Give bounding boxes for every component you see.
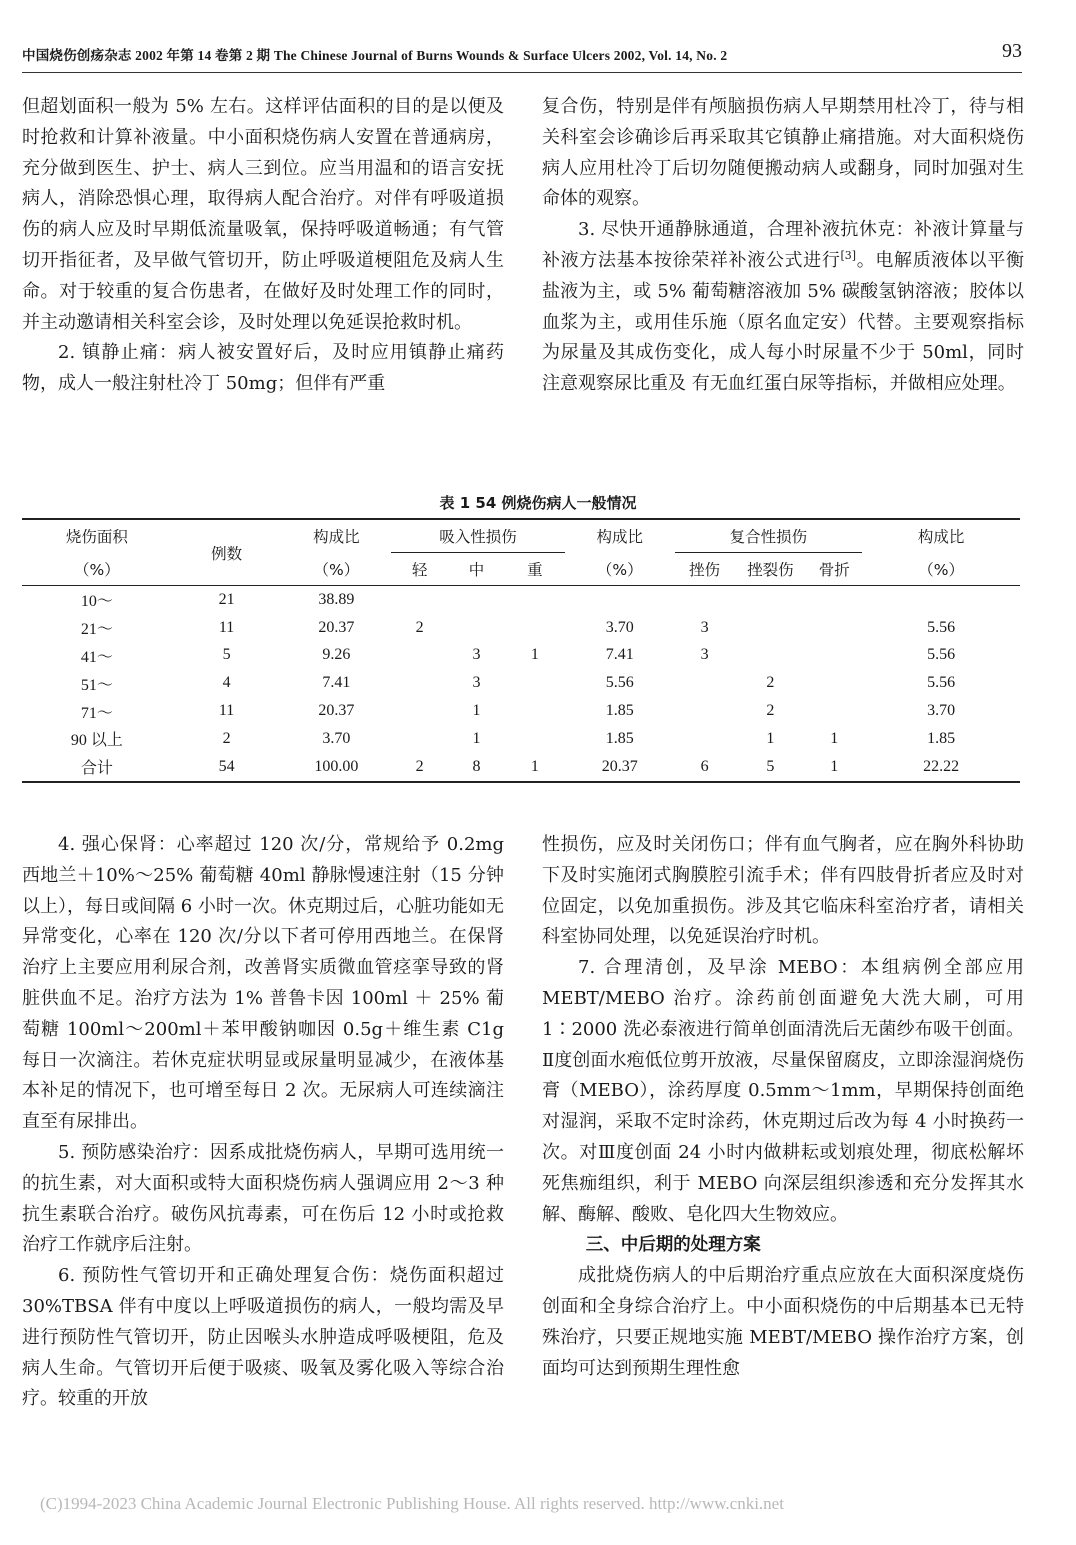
table-cell: 1 (830, 729, 839, 747)
header-rule (22, 72, 1022, 73)
table-cell: 5.56 (605, 674, 634, 692)
table-cell (505, 586, 565, 614)
header-ratio-unit: （%） (313, 560, 360, 579)
table-cell: 38.89 (281, 586, 391, 614)
table-cell (391, 642, 448, 670)
table-cell: 100.00 (281, 753, 391, 782)
table-cell: 1 (766, 729, 775, 747)
table-cell (505, 725, 565, 753)
table-cell: 5 (222, 646, 231, 664)
table-cell: 2 (415, 618, 424, 636)
table-cell (735, 586, 807, 614)
table-cell (735, 614, 807, 642)
citation-ref: [3] (840, 248, 857, 262)
table-cell: 8 (448, 753, 505, 782)
table-cell: 1.85 (927, 729, 956, 747)
table-cell: 6 (675, 753, 735, 782)
table-cell (391, 725, 448, 753)
header-moderate: 中 (468, 561, 485, 579)
table-cell (675, 697, 735, 725)
table-row (22, 614, 1020, 642)
table-cell: 3 (472, 646, 481, 664)
header-ratio: 构成比 (281, 519, 391, 553)
table-row-total (22, 753, 1020, 782)
paragraph: 成批烧伤病人的中后期治疗重点应放在大面积深度烧伤创面和全身综合治疗上。中小面积烧伤的中后期基本已无特殊治疗，只要正规地实施 MEBT/MEBO 操作治疗方案，创面均可达到预期生理性愈 (542, 1265, 1024, 1379)
table-caption: 表 1 54 例烧伤病人一般情况 (439, 494, 637, 512)
table-cell: 1 (505, 753, 565, 782)
table-cell (806, 614, 862, 642)
paragraph: 7. 合理清创，及早涂 MEBO：本组病例全部应用 MEBT/MEBO 治疗。涂药前创面避免大洗大刷，可用 1∶2000 洗必泰液进行简单创面清洗后无菌纱布吸干创面。Ⅱ度创面水疱低位剪开放液，尽量保留腐皮，立即涂湿润烧伤膏（MEBO），涂药厚度 0.5mm～1mm，早期保持创面绝对湿润，采取不定时涂药，休克期过后改为每 4 小时换药一次。对Ⅲ度创面 24 小时内做耕耘或划痕处理，彻底松解坏死焦痂组织，利于 MEBO 向深层组织渗透和充分发挥其水解、酶解、酸败、皂化四大生物效应。 (542, 957, 1024, 1225)
header-fracture: 骨折 (818, 561, 850, 579)
running-header (22, 40, 1022, 70)
table-cell: 1.85 (605, 702, 634, 720)
table-cell: 5.56 (927, 674, 956, 692)
table-cell (391, 669, 448, 697)
table-cell: 3 (700, 646, 709, 664)
journal-running-title: 中国烧伤创疡杂志 2002 年第 14 卷第 2 期 The Chinese Journal of Burns Wounds & Surface Ulcers 2002, Vol. 14, No. 2 (22, 48, 728, 63)
table-cell: 合计 (22, 753, 172, 782)
table-cell: 1.85 (605, 729, 634, 747)
column-left-top (22, 92, 504, 400)
table-row (22, 669, 1020, 697)
paragraph-part: 3. 尽快开通静脉通道，合理补液抗休克：补液计算量与补液方法基本按徐荣祥补液公式进行 (542, 219, 1024, 271)
paragraph: 复合伤，特别是伴有颅脑损伤病人早期禁用杜冷丁，待与相关科室会诊确诊后再采取其它镇静止痛措施。对大面积烧伤病人应用杜冷丁后切勿随便搬动病人或翻身，同时加强对生命体的观察。 (542, 96, 1024, 210)
table-cell: 90 以上 (70, 732, 123, 750)
table-cell (806, 642, 862, 670)
table-cell: 7.41 (322, 674, 351, 692)
table-cell: 2 (391, 753, 448, 782)
table-cell: 1 (472, 702, 481, 720)
header-contusion: 挫伤 (689, 561, 721, 579)
table-cell: 2 (766, 674, 775, 692)
table-cell: 3 (472, 674, 481, 692)
table-cell: 3.70 (605, 618, 634, 636)
section-heading: 三、中后期的处理方案 (585, 1235, 761, 1256)
column-right-bottom (542, 830, 1024, 1384)
paragraph: 性损伤，应及时关闭伤口；伴有血气胸者，应在胸外科协助下及时实施闭式胸膜腔引流手术；伴有四肢骨折者应及时对位固定，以免加重损伤。涉及其它临床科室治疗者，请相关科室协同处理，以免延误治疗时机。 (542, 834, 1024, 948)
table-cell: 11 (218, 702, 235, 720)
column-left-bottom (22, 830, 504, 1415)
table-cell: 1 (806, 753, 862, 782)
table-cell: 71～ (80, 704, 113, 722)
header-inhalation-injury: 吸入性损伤 (391, 519, 565, 553)
table-cell: 51～ (80, 676, 113, 694)
column-right-top (542, 92, 1024, 400)
table-cell (675, 586, 735, 614)
page-number: 93 (1002, 40, 1022, 62)
table-cell: 9.26 (322, 646, 351, 664)
table-cell: 3 (700, 618, 709, 636)
header-ratio-unit: （%） (918, 560, 964, 579)
paragraph: 5. 预防感染治疗：因系成批烧伤病人，早期可选用统一的抗生素，对大面积或特大面积烧伤病人强调应用 2～3 种抗生素联合治疗。破伤风抗毒素，可在伤后 12 小时或抢救治疗工作就序后注射。 (22, 1141, 504, 1256)
table-cell: 5.56 (927, 646, 956, 664)
table-cell (675, 669, 735, 697)
header-area-unit: （%） (73, 560, 120, 579)
table-cell (862, 586, 1020, 614)
table-cell: 5.56 (927, 618, 956, 636)
table-cell: 22.22 (862, 753, 1020, 782)
table-cell: 1 (472, 729, 481, 747)
table-cell (675, 725, 735, 753)
table-cell: 3.70 (927, 702, 956, 720)
table-cell (505, 697, 565, 725)
paragraph-part: 。电解质液体以平衡盐液为主，或 5% 葡萄糖溶液加 5% 碳酸氢钠溶液；胶体以血浆为主，或用佳乐施（原名血定安）代替。主要观察指标为尿量及其成伤变化，成人每小时尿量不少于 50ml，同时注意观察尿比重及 有无血红蛋白尿等指标，并做相应处理。 (542, 249, 1024, 395)
table-row (22, 642, 1020, 670)
copyright-watermark: (C)1994-2023 China Academic Journal Electronic Publishing House. All rights reserved. http://www.cnki.net (40, 1494, 784, 1513)
table-cell (505, 669, 565, 697)
header-ratio: 构成比 (565, 519, 675, 553)
table-cell: 54 (172, 753, 282, 782)
table-cell: 5 (735, 753, 807, 782)
table-cell: 4 (222, 674, 231, 692)
paragraph: 但超划面积一般为 5% 左右。这样评估面积的目的是以便及时抢救和计算补液量。中小面积烧伤病人安置在普通病房，充分做到医生、护士、病人三到位。应当用温和的语言安抚病人，消除恐惧心理，取得病人配合治疗。对伴有呼吸道损伤的病人应及时早期低流量吸氧，保持呼吸道畅通；有气管切开指征者，及早做气管切开，防止呼吸道梗阻危及病人生命。对于较重的复合伤患者，在做好及时处理工作的同时，并主动邀请相关科室会诊，及时处理以免延误抢救时机。 (22, 96, 504, 333)
table-cell: 11 (218, 618, 235, 636)
paragraph: 4. 强心保肾：心率超过 120 次/分，常规给予 0.2mg 西地兰＋10%～25% 葡萄糖 40ml 静脉慢速注射（15 分钟以上），每日或间隔 6 小时一次。休克期过后，心脏功能如无异常变化，心率在 120 次/分以下者可停用西地兰。在保肾治疗上主要应用利尿合剂，改善肾实质微血管痉挛导致的肾脏供血不足。治疗方法为 1% 普鲁卡因 100ml ＋ 25% 葡萄糖 100ml～200ml＋苯甲酸钠咖因 0.5g＋维生素 C1g 每日一次滴注。若休克症状明显或尿量明显减少，在液体基本补足的情况下，也可增至每日 2 次。无尿病人可连续滴注直至有尿排出。 (22, 834, 504, 1133)
header-light: 轻 (411, 561, 428, 579)
table-cell: 41～ (80, 648, 113, 666)
table-cell (505, 614, 565, 642)
header-laceration: 挫裂伤 (747, 561, 794, 579)
table-cell: 1 (530, 646, 539, 664)
header-combined-injury: 复合性损伤 (675, 519, 863, 553)
table-row (22, 697, 1020, 725)
table-cell (448, 586, 505, 614)
table-cell (448, 614, 505, 642)
patient-info-table (22, 518, 1020, 783)
table-cell (806, 586, 862, 614)
table-cell: 3.70 (322, 729, 351, 747)
table-cell: 10～ (22, 586, 172, 614)
table-cell (565, 586, 675, 614)
table-row (22, 586, 1020, 614)
table-cell (735, 642, 807, 670)
table-cell (391, 697, 448, 725)
table-cell: 21 (172, 586, 282, 614)
paragraph: 2. 镇静止痛：病人被安置好后，及时应用镇静止痛药物，成人一般注射杜冷丁 50mg；但伴有严重 (22, 342, 504, 395)
header-cases: 例数 (172, 519, 282, 586)
table-cell: 21～ (80, 621, 113, 639)
header-ratio: 构成比 (862, 519, 1020, 553)
table-cell (806, 669, 862, 697)
table-cell: 20.37 (318, 618, 355, 636)
table-cell: 2 (766, 702, 775, 720)
paragraph (542, 215, 1024, 400)
header-ratio-unit: （%） (596, 560, 643, 579)
table-cell: 20.37 (318, 702, 355, 720)
header-severe: 重 (527, 561, 543, 579)
table-cell: 2 (222, 729, 231, 747)
table-row (22, 725, 1020, 753)
table-cell: 7.41 (605, 646, 634, 664)
table-cell (391, 586, 448, 614)
paragraph: 6. 预防性气管切开和正确处理复合伤：烧伤面积超过 30%TBSA 伴有中度以上呼吸道损伤的病人，一般均需及早进行预防性气管切开，防止因喉头水肿造成呼吸梗阻，危及病人生命。气管切开后便于吸痰、吸氧及雾化吸入等综合治疗。较重的开放 (22, 1265, 504, 1410)
table-cell (806, 697, 862, 725)
header-area: 烧伤面积 (22, 519, 172, 553)
table-cell: 20.37 (565, 753, 675, 782)
